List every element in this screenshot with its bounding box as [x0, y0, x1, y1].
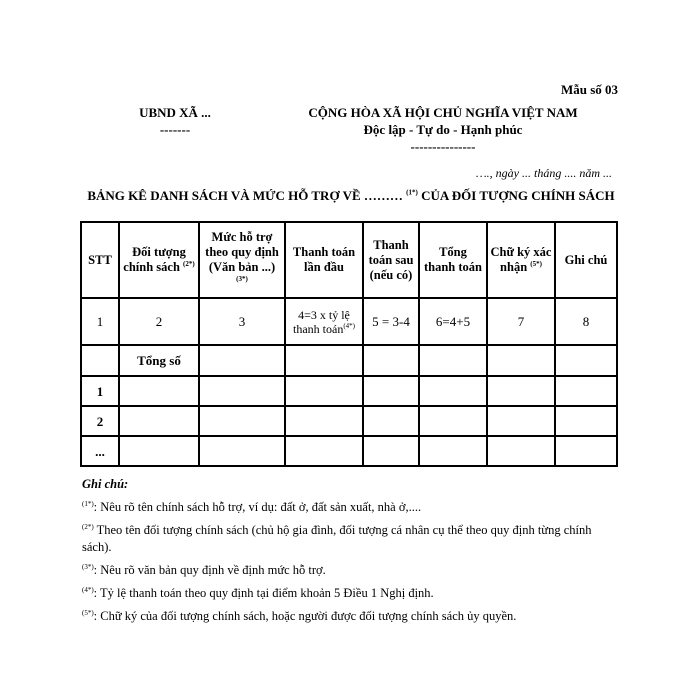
issuer-underline: ------- — [159, 122, 191, 137]
header-cell-total-payment: Tổng thanh toán — [419, 222, 487, 298]
number-cell: 3 — [199, 298, 285, 345]
title-part2: CỦA ĐỐI TƯỢNG CHÍNH SÁCH — [421, 188, 615, 203]
table-cell — [285, 406, 363, 436]
table-cell — [363, 436, 419, 466]
notes-heading: Ghi chú: — [82, 477, 129, 491]
notes-section — [82, 476, 622, 631]
header-cell-support-level: Mức hỗ trợ theo quy định (Văn bản ...) $^{(3*)}$ — [199, 222, 285, 298]
header-cell-signature: Chữ ký xác nhận $^{(5*)}$ — [487, 222, 555, 298]
row-index: 2 — [81, 406, 119, 436]
table-cell — [419, 376, 487, 406]
header-cell-later-payment: Thanh toán sau (nếu có) — [363, 222, 419, 298]
table-row — [81, 376, 617, 406]
total-label: Tổng số — [119, 345, 199, 376]
issuer-block — [120, 104, 230, 138]
header-cell-first-payment: Thanh toán lần đầu — [285, 222, 363, 298]
number-cell-formula: 4=3 x tỷ lệ thanh toán$^{(4*)}$ — [285, 298, 363, 345]
table-cell — [363, 345, 419, 376]
table-cell — [487, 345, 555, 376]
note-item: $^{(3*)}$: Nêu rõ văn bản quy định về định mức hỗ trợ. — [82, 562, 326, 577]
note-item: $^{(2*)}$ Theo tên đối tượng chính sách (chủ hộ gia đình, đối tượng cá nhân cụ thể theo quy định từng chính sách). — [82, 522, 592, 554]
table-row — [81, 436, 617, 466]
table-total-row — [81, 345, 617, 376]
table-cell — [555, 436, 617, 466]
table-cell — [285, 376, 363, 406]
header-cell-beneficiary: Đối tượng chính sách $^{(2*)}$ — [119, 222, 199, 298]
table-cell — [199, 345, 285, 376]
table-cell — [199, 406, 285, 436]
number-cell: 2 — [119, 298, 199, 345]
table-header-row — [81, 222, 617, 298]
table-cell — [555, 376, 617, 406]
number-cell: 6=4+5 — [419, 298, 487, 345]
table-cell — [555, 406, 617, 436]
date-line: …., ngày ... tháng .... năm ... — [476, 166, 612, 180]
title-note-mark: (1*) — [406, 188, 418, 197]
issuer-name: UBND XÃ ... — [139, 105, 211, 120]
table-cell — [487, 376, 555, 406]
form-number: Mẫu số 03 — [560, 82, 618, 97]
number-cell: 7 — [487, 298, 555, 345]
table-cell — [555, 345, 617, 376]
table-cell — [363, 406, 419, 436]
national-motto-block — [288, 104, 598, 155]
table-cell — [119, 406, 199, 436]
document-title — [82, 188, 620, 204]
table-cell — [419, 345, 487, 376]
table-row — [81, 406, 617, 436]
note-item: $^{(5*)}$: Chữ ký của đối tượng chính sách, hoặc người được đối tượng chính sách ủy quyền. — [82, 608, 517, 623]
header-cell-notes: Ghi chú — [555, 222, 617, 298]
note-item: $^{(4*)}$: Tỷ lệ thanh toán theo quy định tại điểm khoản 5 Điều 1 Nghị định. — [82, 585, 434, 600]
table-cell — [419, 406, 487, 436]
table-cell — [199, 436, 285, 466]
title-part1: BẢNG KÊ DANH SÁCH VÀ MỨC HỖ TRỢ VỀ ……… — [87, 188, 403, 203]
table-cell — [81, 345, 119, 376]
country-name: CỘNG HÒA XÃ HỘI CHỦ NGHĨA VIỆT NAM — [308, 105, 578, 120]
motto-underline: --------------- — [410, 139, 476, 154]
table-cell — [119, 376, 199, 406]
number-cell: 1 — [81, 298, 119, 345]
note-item: $^{(1*)}$: Nêu rõ tên chính sách hỗ trợ, ví dụ: đất ở, đất sản xuất, nhà ở,.... — [82, 499, 422, 514]
table-cell — [363, 376, 419, 406]
table-cell — [419, 436, 487, 466]
row-index: ... — [81, 436, 119, 466]
number-cell: 8 — [555, 298, 617, 345]
table-cell — [285, 345, 363, 376]
support-list-table — [80, 221, 618, 467]
table-cell — [285, 436, 363, 466]
table-cell — [199, 376, 285, 406]
table-cell — [487, 436, 555, 466]
header-cell-stt: STT — [81, 222, 119, 298]
table-number-row — [81, 298, 617, 345]
row-index: 1 — [81, 376, 119, 406]
motto: Độc lập - Tự do - Hạnh phúc — [363, 122, 523, 137]
table-cell — [119, 436, 199, 466]
table-cell — [487, 406, 555, 436]
number-cell: 5 = 3-4 — [363, 298, 419, 345]
